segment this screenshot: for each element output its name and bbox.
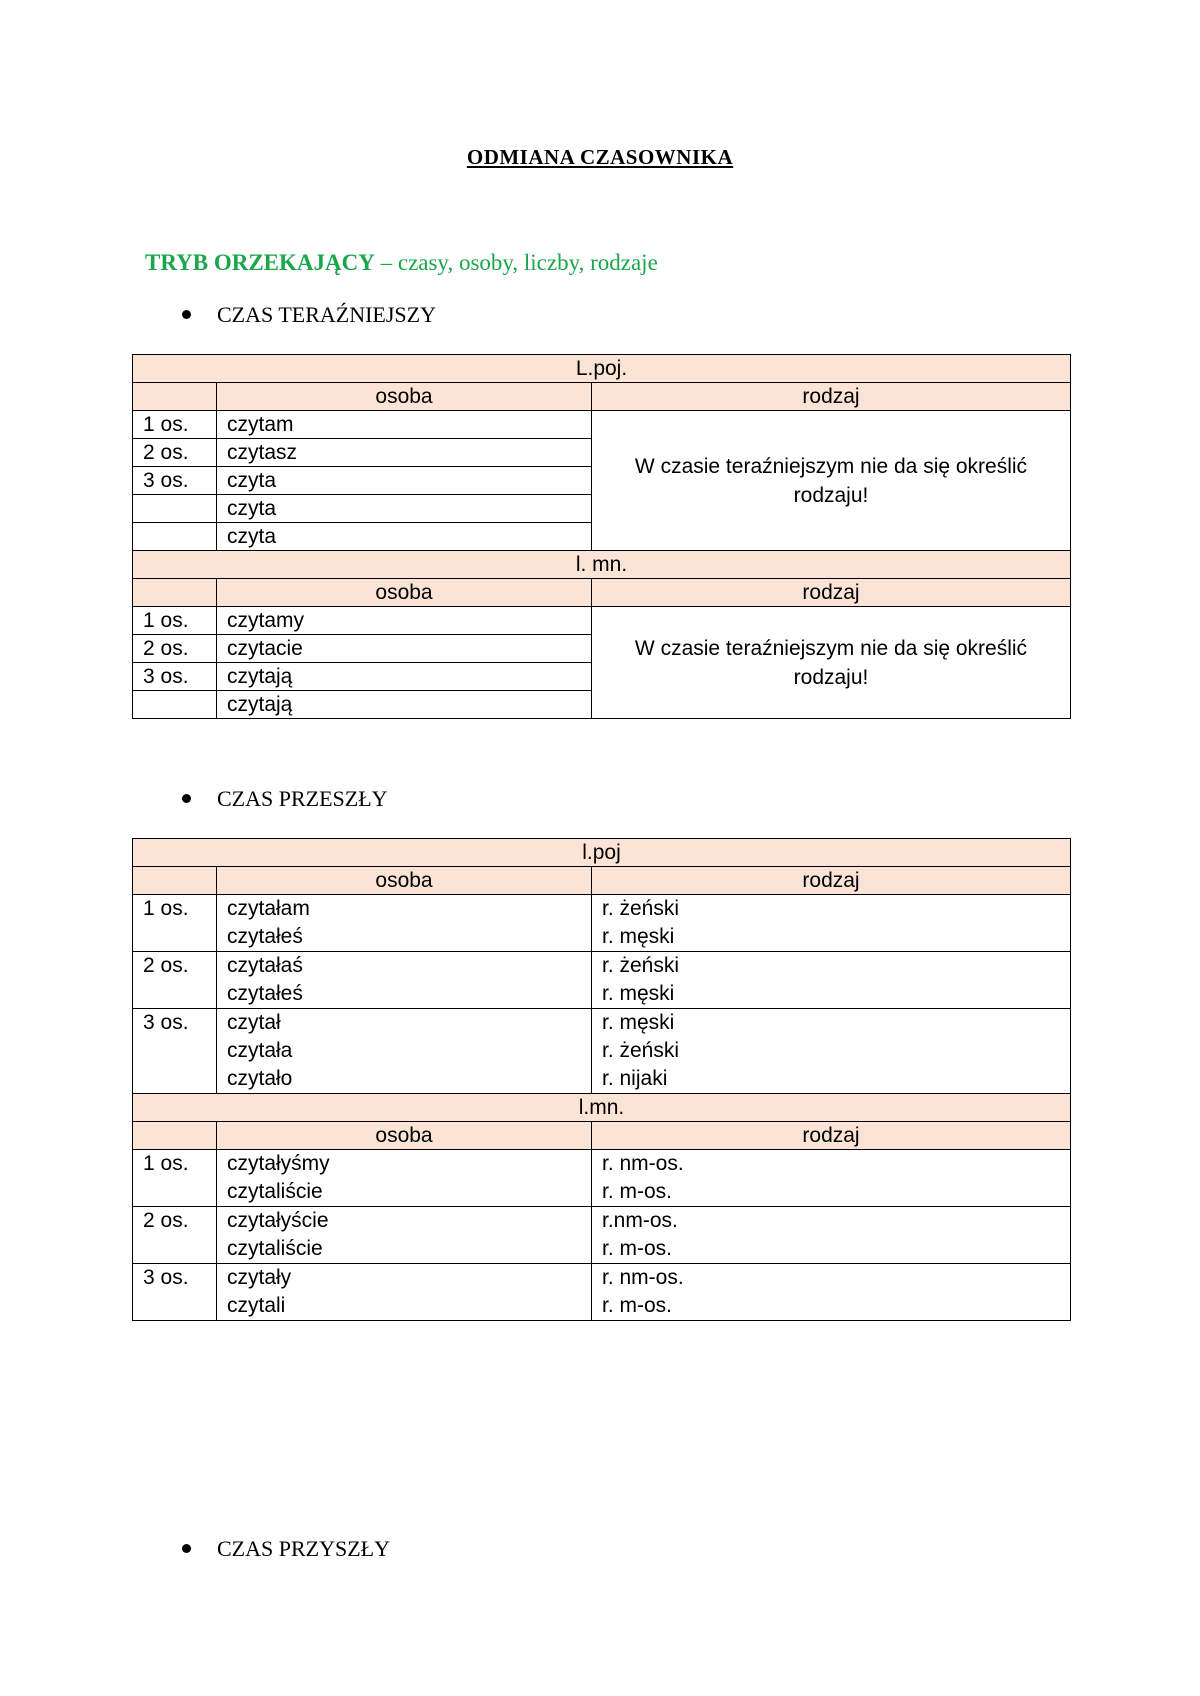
gender-value: r. żeński: [602, 897, 680, 920]
present-tense-label: CZAS TERAŹNIEJSZY: [217, 302, 436, 327]
verb-form-cell: czytają: [217, 691, 592, 719]
person-cell: 2 os.: [133, 952, 217, 1009]
table-row: [133, 952, 1071, 1009]
gender-value: r. męski: [602, 925, 675, 948]
table-row: [133, 1207, 1071, 1264]
verb-form-cell: czytasz: [217, 439, 592, 467]
gender-value: r. nm-os.: [602, 1152, 684, 1175]
past-tense-table: [132, 838, 1071, 1321]
plural-label: l. mn.: [133, 551, 1071, 579]
verb-form: czytałeś: [227, 925, 303, 948]
blank-header-cell: [133, 867, 217, 895]
mood-heading: [145, 250, 658, 276]
verb-form: czytały: [227, 1266, 292, 1289]
person-cell: 2 os.: [133, 635, 217, 663]
present-tense-table: [132, 354, 1071, 719]
past-tense-heading: [182, 786, 388, 812]
gender-value: r. nijaki: [602, 1067, 668, 1090]
verb-form: czytał: [227, 1011, 281, 1034]
genders-cell: [592, 1009, 1071, 1094]
person-cell: 1 os.: [133, 607, 217, 635]
future-tense-heading: [182, 1536, 390, 1562]
genders-cell: [592, 1150, 1071, 1207]
table-row: [133, 1264, 1071, 1321]
verb-form: czytali: [227, 1294, 286, 1317]
verb-form: czytała: [227, 1039, 293, 1062]
present-tense-heading: [182, 302, 436, 328]
blank-header-cell: [133, 579, 217, 607]
gender-column-header: rodzaj: [592, 1122, 1071, 1150]
singular-label: L.poj.: [133, 355, 1071, 383]
gender-note: W czasie teraźniejszym nie da się określić rodzaju!: [592, 607, 1071, 719]
genders-cell: [592, 952, 1071, 1009]
verb-forms-cell: [217, 952, 592, 1009]
verb-forms-cell: [217, 1150, 592, 1207]
person-cell: 1 os.: [133, 411, 217, 439]
person-column-header: osoba: [217, 867, 592, 895]
gender-value: r. męski: [602, 1011, 675, 1034]
verb-forms-cell: [217, 895, 592, 952]
gender-column-header: rodzaj: [592, 579, 1071, 607]
table-row: [133, 1009, 1071, 1094]
table-row: [133, 1150, 1071, 1207]
verb-forms-cell: [217, 1009, 592, 1094]
verb-form-cell: czyta: [217, 523, 592, 551]
table-row: [133, 607, 1071, 635]
verb-form-cell: czytamy: [217, 607, 592, 635]
document-title: ODMIANA CZASOWNIKA: [466, 145, 734, 169]
gender-note: W czasie teraźniejszym nie da się określić rodzaju!: [592, 411, 1071, 551]
mood-description: – czasy, osoby, liczby, rodzaje: [374, 250, 658, 275]
gender-value: r. m-os.: [602, 1294, 673, 1317]
verb-form: czytałaś: [227, 954, 303, 977]
verb-forms-cell: [217, 1264, 592, 1321]
person-cell: 1 os.: [133, 1150, 217, 1207]
bullet-icon: [182, 794, 191, 803]
plural-label: l.mn.: [133, 1094, 1071, 1122]
gender-value: r. żeński: [602, 954, 680, 977]
verb-form-cell: czytam: [217, 411, 592, 439]
person-cell: 3 os.: [133, 467, 217, 495]
verb-form: czytaliście: [227, 1237, 323, 1260]
past-tense-label: CZAS PRZESZŁY: [217, 786, 388, 811]
verb-form: czytałam: [227, 897, 310, 920]
person-cell: 2 os.: [133, 1207, 217, 1264]
mood-name: TRYB ORZEKAJĄCY: [145, 250, 375, 275]
person-cell: 3 os.: [133, 1264, 217, 1321]
gender-value: r. żeński: [602, 1039, 680, 1062]
verb-form-cell: czyta: [217, 467, 592, 495]
verb-form: czytałeś: [227, 982, 303, 1005]
genders-cell: [592, 1207, 1071, 1264]
gender-value: r. m-os.: [602, 1237, 673, 1260]
future-tense-label: CZAS PRZYSZŁY: [217, 1536, 390, 1561]
person-cell: [133, 495, 217, 523]
verb-form: czytało: [227, 1067, 293, 1090]
person-column-header: osoba: [217, 383, 592, 411]
gender-value: r. męski: [602, 982, 675, 1005]
gender-column-header: rodzaj: [592, 383, 1071, 411]
genders-cell: [592, 1264, 1071, 1321]
gender-value: r. nm-os.: [602, 1266, 684, 1289]
verb-form-cell: czytacie: [217, 635, 592, 663]
gender-value: r.nm-os.: [602, 1209, 678, 1232]
blank-header-cell: [133, 383, 217, 411]
person-column-header: osoba: [217, 1122, 592, 1150]
verb-form: czytałyście: [227, 1209, 329, 1232]
table-row: [133, 895, 1071, 952]
singular-label: l.poj: [133, 839, 1071, 867]
person-cell: [133, 691, 217, 719]
verb-form: czytałyśmy: [227, 1152, 330, 1175]
bullet-icon: [182, 310, 191, 319]
person-column-header: osoba: [217, 579, 592, 607]
person-cell: 1 os.: [133, 895, 217, 952]
genders-cell: [592, 895, 1071, 952]
verb-forms-cell: [217, 1207, 592, 1264]
person-cell: 2 os.: [133, 439, 217, 467]
bullet-icon: [182, 1544, 191, 1553]
person-cell: [133, 523, 217, 551]
gender-value: r. m-os.: [602, 1180, 673, 1203]
table-row: [133, 411, 1071, 439]
person-cell: 3 os.: [133, 663, 217, 691]
verb-form-cell: czyta: [217, 495, 592, 523]
verb-form-cell: czytają: [217, 663, 592, 691]
gender-column-header: rodzaj: [592, 867, 1071, 895]
blank-header-cell: [133, 1122, 217, 1150]
verb-form: czytaliście: [227, 1180, 323, 1203]
person-cell: 3 os.: [133, 1009, 217, 1094]
